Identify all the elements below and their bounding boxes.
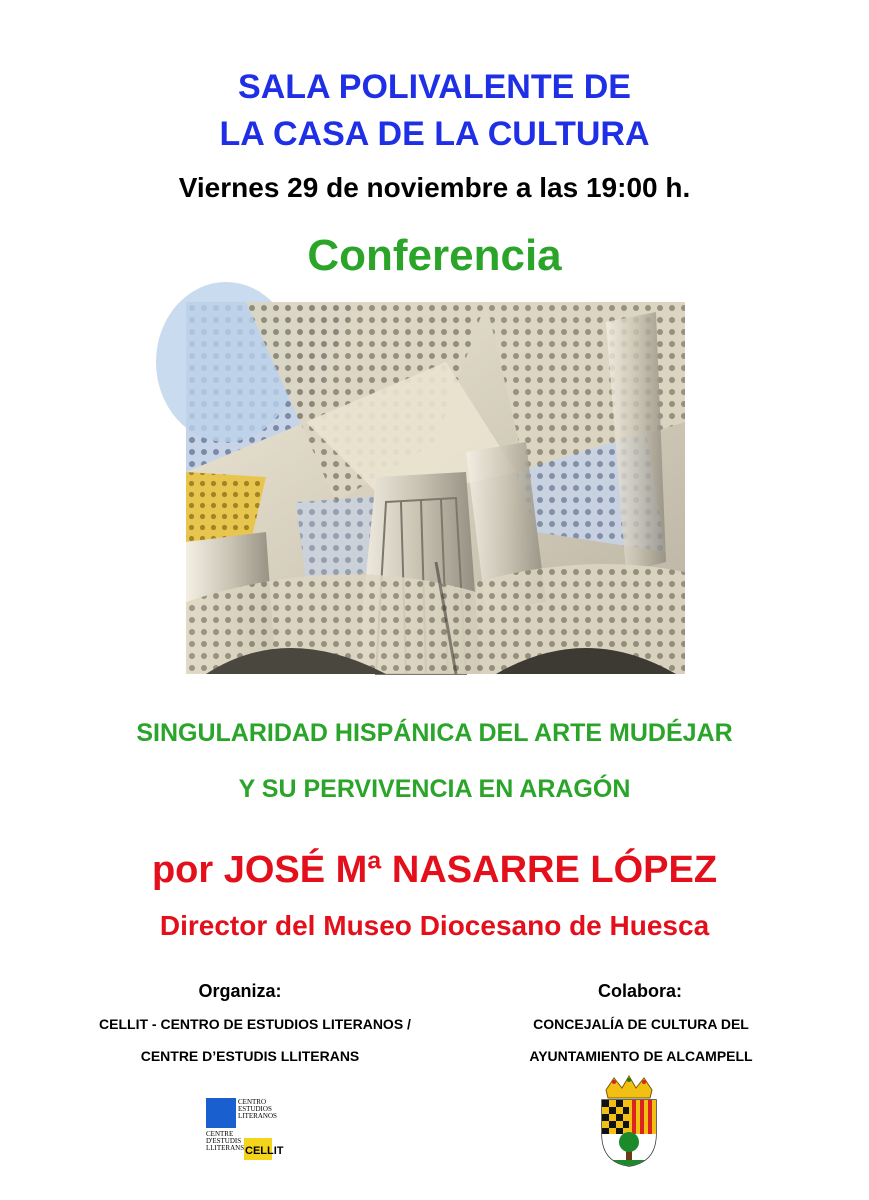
svg-text:D'ESTUDIS: D'ESTUDIS: [206, 1137, 242, 1145]
svg-text:LLITERANS: LLITERANS: [206, 1144, 245, 1152]
collaborator-heading: Colabora:: [597, 981, 682, 1001]
event-type: Conferencia: [307, 231, 562, 280]
cellit-logo: [204, 1096, 284, 1162]
collaborator-line-1: CONCEJALÍA DE CULTURA DEL: [533, 1016, 749, 1032]
svg-text:LITERANOS: LITERANOS: [238, 1112, 277, 1120]
venue-line-1: SALA POLIVALENTE DE: [238, 68, 631, 106]
collaborator-line-2: AYUNTAMIENTO DE ALCAMPELL: [529, 1048, 753, 1064]
venue-line-2: LA CASA DE LA CULTURA: [219, 115, 650, 153]
alcampell-coat-of-arms: [596, 1076, 662, 1168]
svg-text:I.E.A.: I.E.A.: [207, 1120, 224, 1128]
venue-title: [0, 64, 869, 158]
svg-text:CENTRE: CENTRE: [206, 1130, 234, 1138]
speaker-name: por JOSÉ Mª NASARRE LÓPEZ: [151, 849, 718, 891]
svg-text:CENTRO: CENTRO: [238, 1098, 266, 1106]
event-date: Viernes 29 de noviembre a las 19:00 h.: [178, 172, 691, 203]
topic-line-2: Y SU PERVIVENCIA EN ARAGÓN: [238, 775, 631, 803]
organizer-heading: Organiza:: [198, 981, 282, 1001]
organizer-line-2: CENTRE D’ESTUDIS LLITERANS: [140, 1048, 360, 1064]
topic-line-1: SINGULARIDAD HISPÁNICA DEL ARTE MUDÉJAR: [136, 719, 733, 747]
svg-text:ESTUDIOS: ESTUDIOS: [238, 1105, 272, 1113]
mudejar-vault-photo: [186, 302, 685, 674]
speaker-role: Director del Museo Diocesano de Huesca: [159, 910, 710, 941]
svg-text:CELLIT: CELLIT: [245, 1145, 284, 1157]
organizer-line-1: CELLIT - CENTRO DE ESTUDIOS LITERANOS /: [99, 1016, 411, 1032]
